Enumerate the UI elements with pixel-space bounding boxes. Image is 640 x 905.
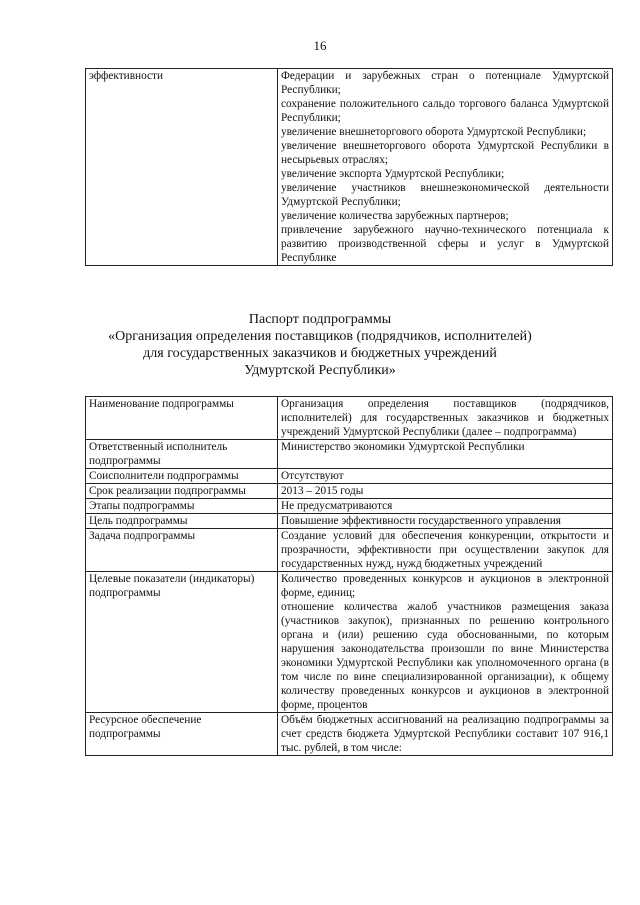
row-value: [278, 713, 613, 756]
table-row: [86, 484, 613, 499]
row-label: Наименование подпрограммы: [86, 397, 278, 440]
table-row: [86, 529, 613, 572]
row-text: Создание условий для обеспечения конкуренции, открытости и прозрачности, эффективности при осуществлении закупок для государственных нужд, нужд бюджетных учреждений: [281, 530, 609, 570]
list-item: увеличение участников внешнеэкономической деятельности Удмуртской Республики;: [281, 182, 609, 208]
passport-table: [85, 396, 613, 756]
row-value: [278, 514, 613, 529]
table-row: [86, 469, 613, 484]
table-row: [86, 713, 613, 756]
heading-line: «Организация определения поставщиков (подрядчиков, исполнителей): [108, 329, 532, 344]
row-label: Срок реализации подпрограммы: [86, 484, 278, 499]
row-label: Соисполнители подпрограммы: [86, 469, 278, 484]
row-text: 2013 – 2015 годы: [281, 485, 364, 497]
row-value: [278, 397, 613, 440]
row-value: [278, 484, 613, 499]
row-label: Целевые показатели (индикаторы) подпрограммы: [86, 572, 278, 713]
row-text: Не предусматриваются: [281, 500, 393, 512]
list-item: привлечение зарубежного научно-технического потенциала к развитию производственной сферы и услуг в Удмуртской Республике: [281, 224, 609, 264]
table-row: [86, 397, 613, 440]
list-item: Федерации и зарубежных стран о потенциале Удмуртской Республики;: [281, 70, 609, 96]
heading-line: Удмуртской Республики»: [244, 363, 396, 378]
row-label: Задача подпрограммы: [86, 529, 278, 572]
continuation-table: [85, 68, 613, 266]
row-text: Отсутствуют: [281, 470, 344, 482]
heading-line: для государственных заказчиков и бюджетных учреждений: [143, 346, 497, 361]
row-value: [278, 572, 613, 713]
table-row: [86, 499, 613, 514]
row-value: [278, 69, 613, 266]
section-heading: [0, 311, 640, 379]
row-text: Министерство экономики Удмуртской Республики: [281, 441, 525, 453]
table-row: [86, 572, 613, 713]
row-label: Ресурсное обеспечение подпрограммы: [86, 713, 278, 756]
row-label: эффективности: [86, 69, 278, 266]
heading-line: Паспорт подпрограммы: [248, 312, 392, 327]
list-item: увеличение внешнеторгового оборота Удмуртской Республики в несырьевых отраслях;: [281, 140, 609, 166]
row-text: Организация определения поставщиков (подрядчиков, исполнителей) для государственных заказчиков и бюджетных учреждений Удмуртской Республики (далее – подпрограмма): [281, 398, 609, 438]
row-text: Количество проведенных конкурсов и аукционов в электронной форме, единиц;: [281, 573, 609, 599]
table-row: [86, 440, 613, 469]
row-value: [278, 529, 613, 572]
list-item: увеличение экспорта Удмуртской Республики;: [281, 168, 505, 180]
list-item: увеличение внешнеторгового оборота Удмуртской Республики;: [281, 126, 587, 138]
row-label: Ответственный исполнитель подпрограммы: [86, 440, 278, 469]
row-label: Цель подпрограммы: [86, 514, 278, 529]
row-label: Этапы подпрограммы: [86, 499, 278, 514]
row-text: Повышение эффективности государственного управления: [281, 515, 561, 527]
row-value: [278, 499, 613, 514]
row-value: [278, 469, 613, 484]
list-item: увеличение количества зарубежных партнеров;: [281, 210, 509, 222]
list-item: сохранение положительного сальдо торгового баланса Удмуртской Республики;: [281, 98, 609, 124]
row-value: [278, 440, 613, 469]
page-number: 16: [313, 38, 327, 53]
table-row: [86, 69, 613, 266]
table-row: [86, 514, 613, 529]
row-text: Объём бюджетных ассигнований на реализацию подпрограммы за счет средств бюджета Удмуртской Республики составит 107 916,1 тыс. рублей, в том числе:: [281, 714, 609, 754]
row-text: отношение количества жалоб участников размещения заказа (участников закупок), признанных по решению контрольного органа и (или) решению суда обоснованными, по которым нарушения законодательства произошли по вине Министерства экономики Удмуртской Республики как уполномоченного органа (в том числе по вине специализированной организации), к общему количеству проведенных конкурсов и аукционов в электронной форме, процентов: [281, 601, 609, 711]
